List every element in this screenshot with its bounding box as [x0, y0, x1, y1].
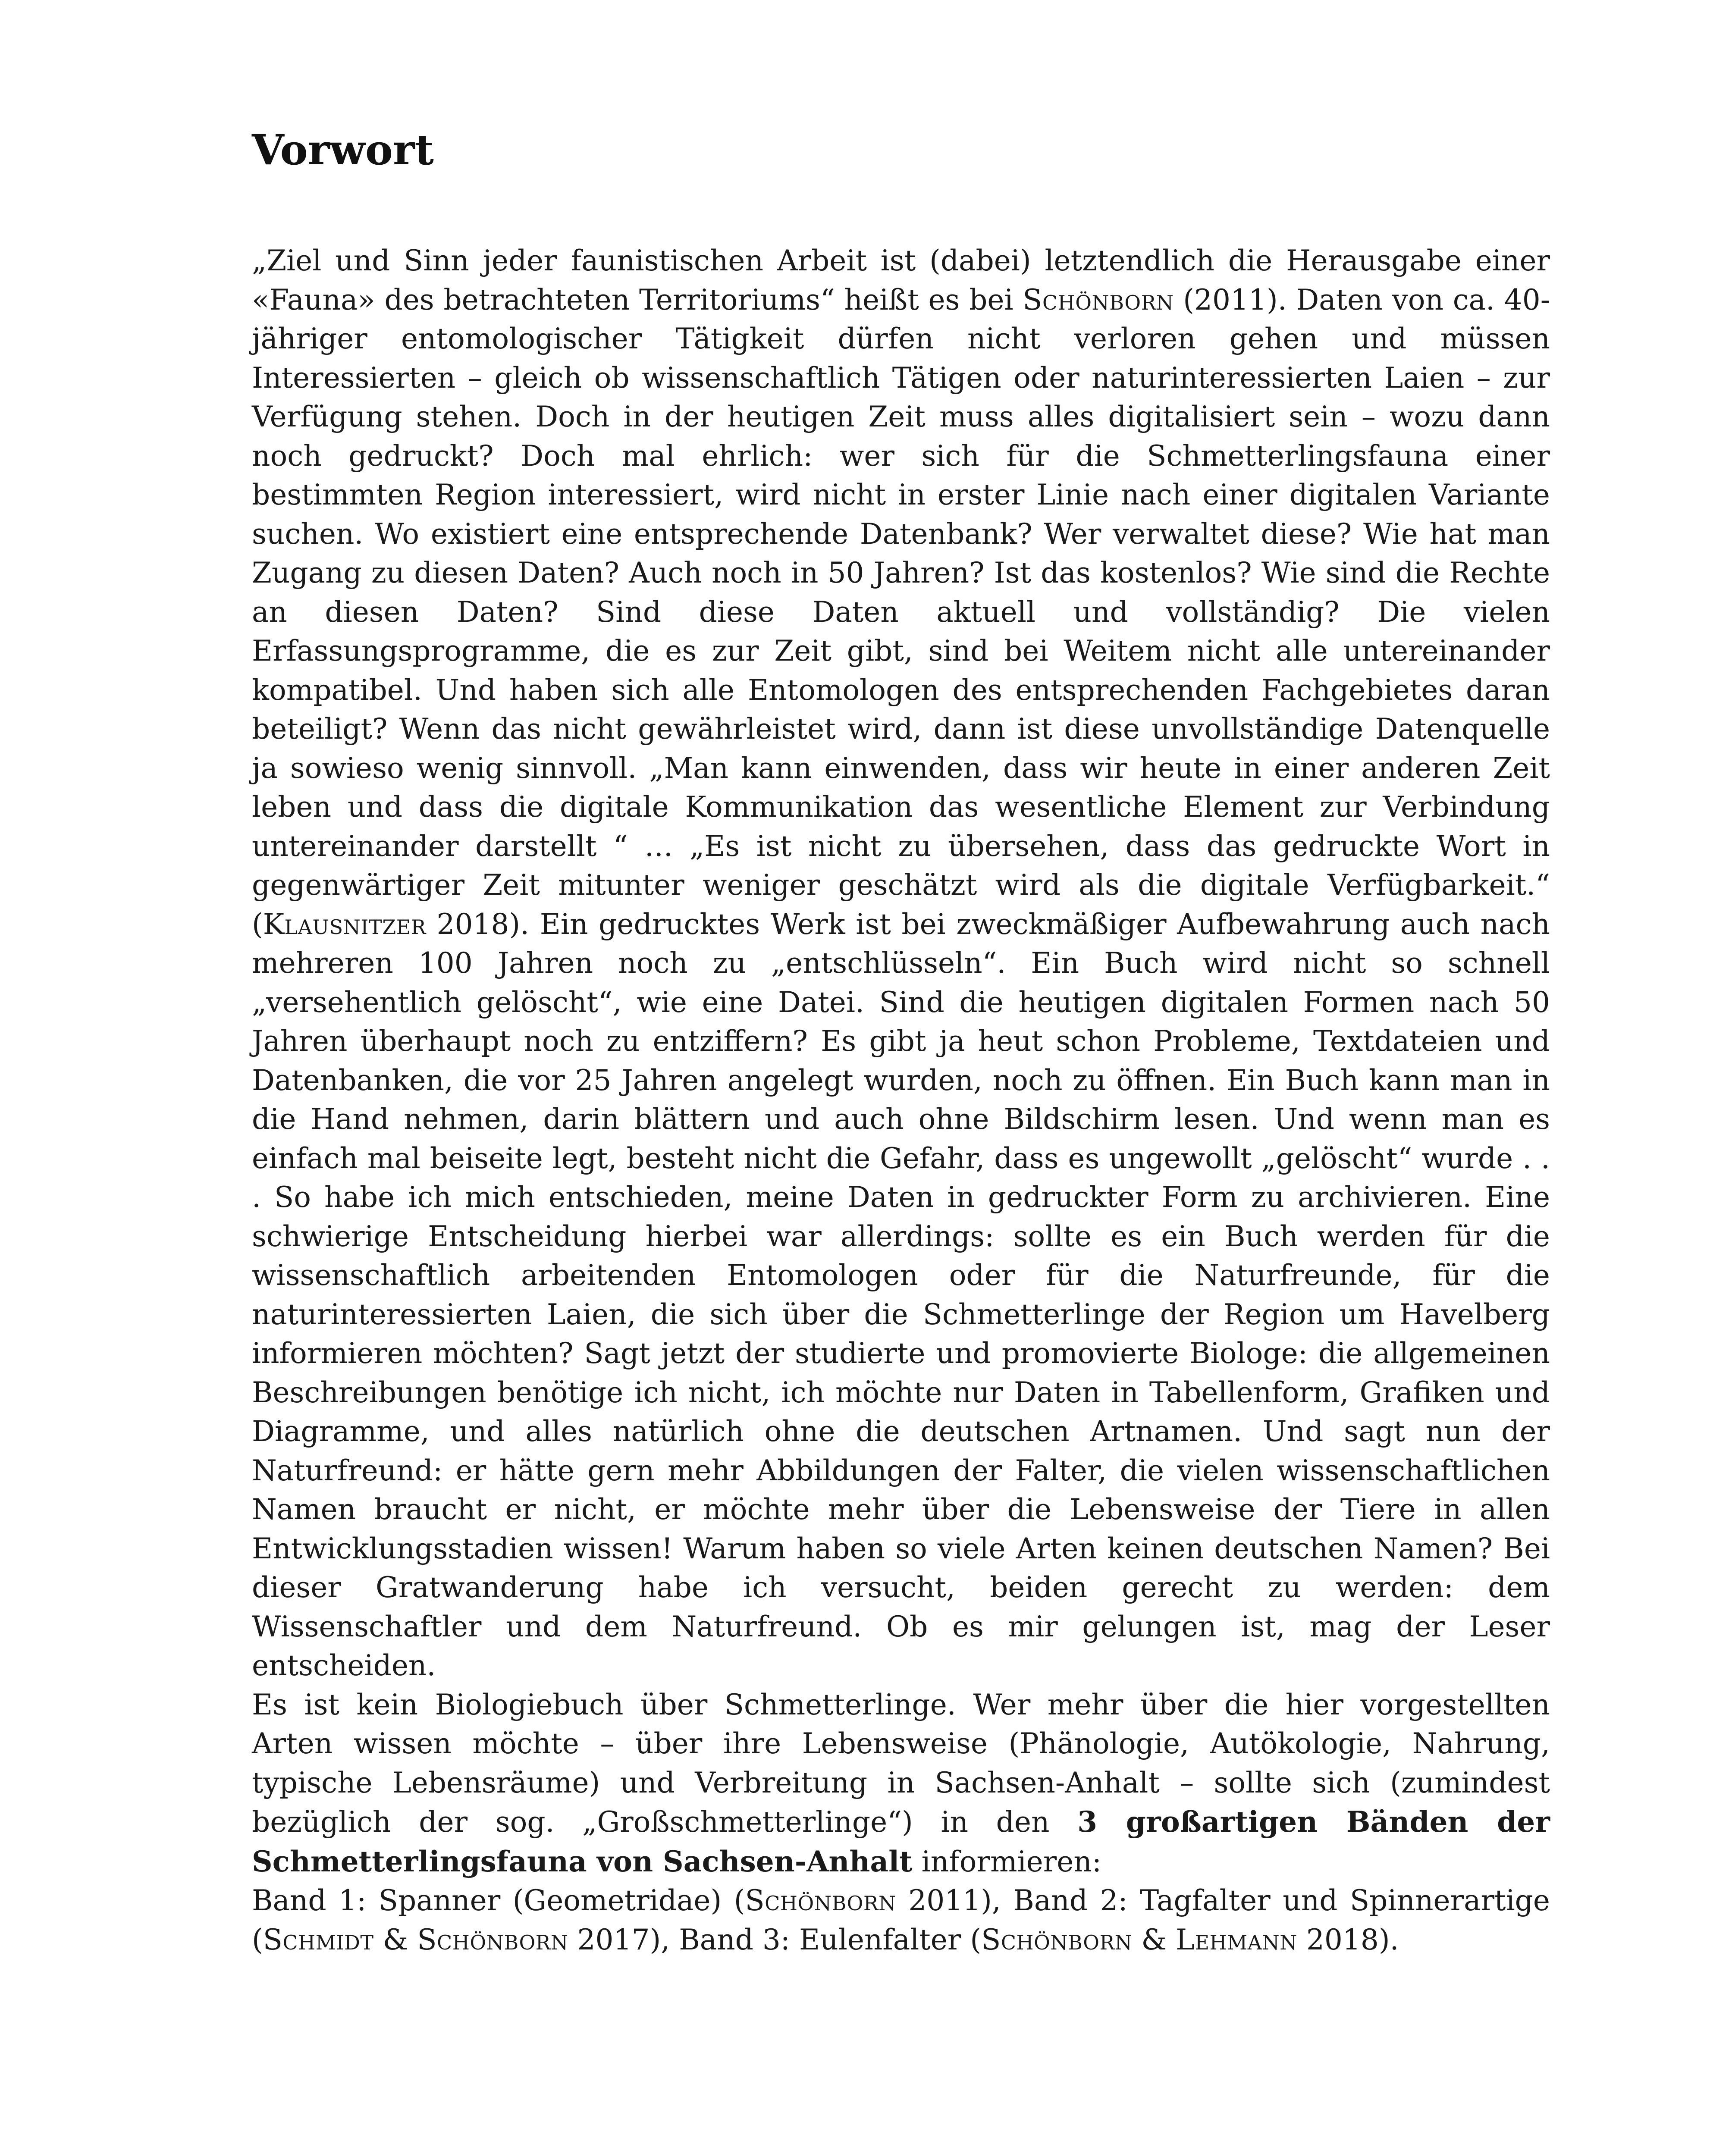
text-run: Es ist kein Biologiebuch über Schmetterlinge. Wer mehr über die hier vorgestellten Arten wissen möchte – über ihre Lebensweise (Phänologie, Autökologie, Nahrung, typische Lebensräume) und Verbreitung in Sachsen-Anhalt – sollte sich (zumindest bezüglich der sog. „Großschmetterlinge“) in den	[252, 1688, 1550, 1839]
text-run: 2017), Band 3: Eulenfalter (	[568, 1923, 982, 1956]
text-run: 2018). Ein gedrucktes Werk ist bei zweckmäßiger Aufbewahrung auch nach mehreren 100 Jahren noch zu „entschlüsseln“. Ein Buch wird nicht so schnell „versehentlich gelöscht“, wie eine Datei. Sind die heutigen digitalen Formen nach 50 Jahren überhaupt noch zu entziffern? Es gibt ja heut schon Probleme, Textdateien und Datenbanken, die vor 25 Jahren angelegt wurden, noch zu öffnen. Ein Buch kann man in die Hand nehmen, darin blättern und auch ohne Bildschirm lesen. Und wenn man es einfach mal beiseite legt, besteht nicht die Gefahr, dass es ungewollt „gelöscht“ wurde . . . So habe ich mich entschieden, meine Daten in gedruckter Form zu archivieren. Eine schwierige Entscheidung hierbei war allerdings: sollte es ein Buch werden für die wissenschaftlich arbeitenden Entomologen oder für die Naturfreunde, für die naturinteressierten Laien, die sich über die Schmetterlinge der Region um Havelberg informieren möchten? Sagt jetzt der studierte und promovierte Biologe: die allgemeinen Beschreibungen benötige ich nicht, ich möchte nur Daten in Tabellenform, Grafiken und Diagramme, und alles natürlich ohne die deutschen Artnamen. Und sagt nun der Naturfreund: er hätte gern mehr Abbildungen der Falter, die vielen wissenschaftlichen Namen braucht er nicht, er möchte mehr über die Lebensweise der Tiere in allen Entwicklungsstadien wissen! Warum haben so viele Arten keinen deutschen Namen? Bei dieser Gratwanderung habe ich versucht, beiden gerecht zu werden: dem Wissenschaftler und dem Naturfreund. Ob es mir gelungen ist, mag der Leser entscheiden.	[252, 907, 1550, 1682]
text-run: (2011). Daten von ca. 40-jähriger entomologischer Tätigkeit dürfen nicht verloren gehen und müssen Interessierten – gleich ob wissenschaftlich Tätigen oder naturinteressierten Laien – zur Verfügung stehen. Doch in der heutigen Zeit muss alles digitalisiert sein – wozu dann noch gedruckt? Doch mal ehrlich: wer sich für die Schmetterlingsfauna einer bestimmten Region interessiert, wird nicht in erster Linie nach einer digitalen Variante suchen. Wo existiert eine entsprechende Datenbank? Wer verwaltet diese? Wie hat man Zugang zu diesen Daten? Auch noch in 50 Jahren? Ist das kostenlos? Wie sind die Rechte an diesen Daten? Sind diese Daten aktuell und vollständig? Die vielen Erfassungsprogramme, die es zur Zeit gibt, sind bei Weitem nicht alle untereinander kompatibel. Und haben sich alle Entomologen des entsprechenden Fachgebietes daran beteiligt? Wenn das nicht gewährleistet wird, dann ist diese unvollständige Datenquelle ja sowieso wenig sinnvoll. „Man kann einwenden, dass wir heute in einer anderen Zeit leben und dass die digitale Kommunikation das wesentliche Element zur Verbindung untereinander darstellt “ … „Es ist nicht zu übersehen, dass das gedruckte Wort in gegenwärtiger Zeit mitunter weniger geschätzt wird als die digitale Verfügbarkeit.“ (	[252, 283, 1550, 941]
body-text	[252, 241, 1550, 1959]
text-run: 2018).	[1297, 1923, 1399, 1956]
text-run: „Ziel und Sinn jeder faunistischen Arbeit ist (dabei) letztendlich die Herausgabe einer «Fauna» des betrachteten Territoriums“ heißt es bei	[252, 244, 1550, 317]
author-citation: Klausnitzer	[263, 907, 426, 941]
text-run: &	[1132, 1923, 1176, 1956]
page-title: Vorwort	[252, 125, 434, 174]
paragraph-volume-list	[252, 1881, 1550, 1959]
author-citation: Schönborn	[981, 1923, 1133, 1956]
author-citation: Lehmann	[1176, 1923, 1297, 1956]
author-citation: Schönborn	[417, 1923, 568, 1956]
paragraph-foreword-main	[252, 241, 1550, 1686]
author-citation: Schmidt	[263, 1923, 374, 1956]
emphasis-bold: 3 großartigen Bänden der Schmetterlingsfauna von Sachsen-Anhalt	[252, 1805, 1550, 1878]
author-citation: Schönborn	[745, 1884, 896, 1917]
author-citation: Schönborn	[1023, 283, 1174, 317]
text-run: Band 1: Spanner (Geometridae) (	[252, 1884, 745, 1917]
paragraph-reference-intro	[252, 1686, 1550, 1882]
text-run: informieren:	[912, 1845, 1102, 1878]
text-run: 2011), Band 2: Tagfalter und Spinnerartige (	[252, 1884, 1550, 1956]
text-run: &	[373, 1923, 417, 1956]
